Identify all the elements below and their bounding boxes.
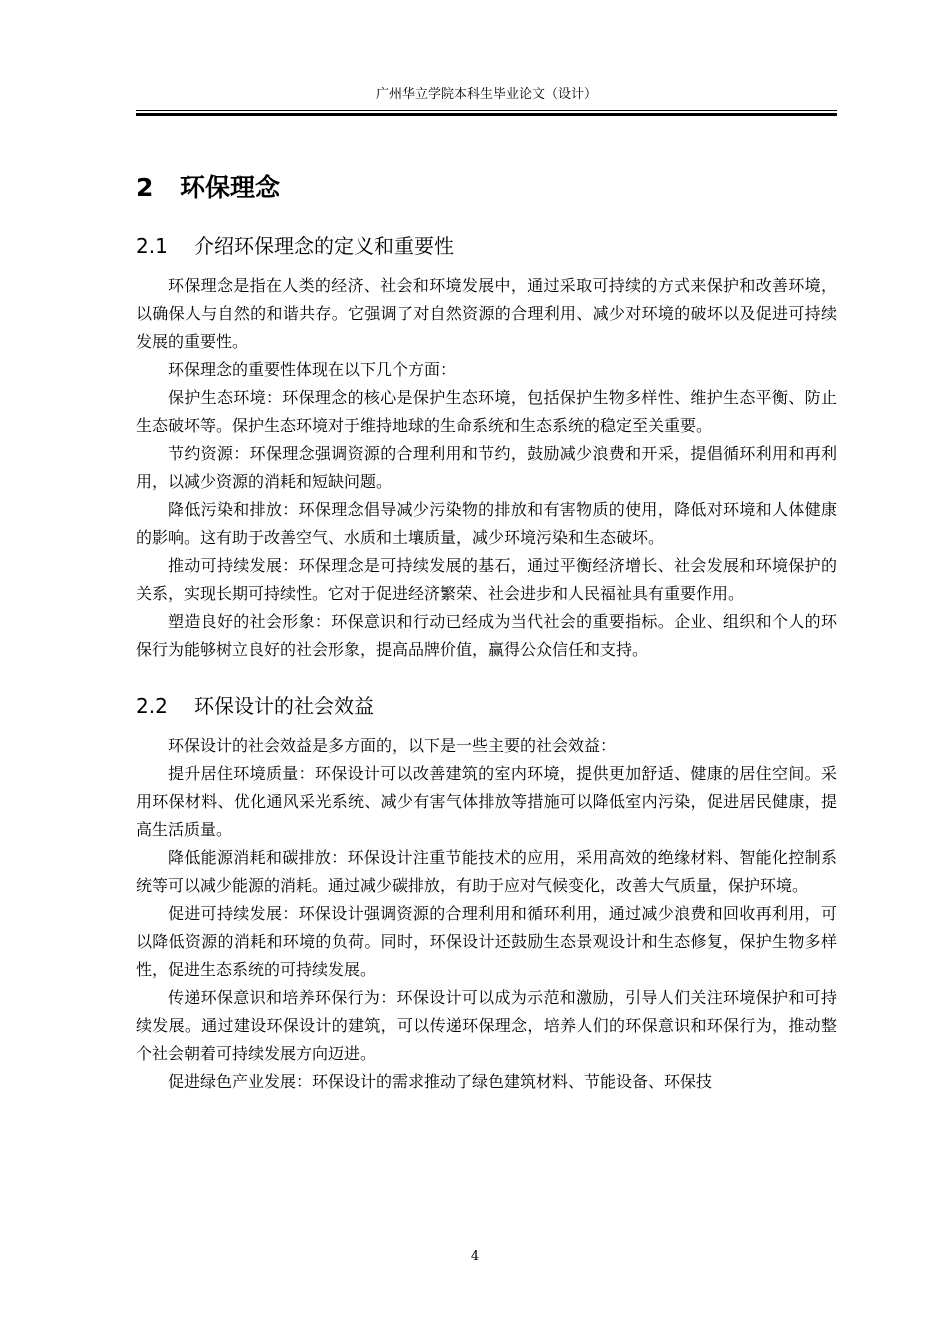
section-title: 环保设计的社会效益: [194, 694, 374, 718]
page-content: [136, 160, 837, 1096]
page-header: 广州华立学院本科生毕业论文（设计）: [375, 87, 597, 102]
section-number: 2.2: [136, 694, 168, 718]
paragraph: 推动可持续发展：环保理念是可持续发展的基石，通过平衡经济增长、社会发展和环境保护的关系，实现长期可持续性。它对于促进经济繁荣、社会进步和人民福祉具有重要作用。: [136, 556, 837, 603]
chapter-number: 2: [136, 173, 154, 202]
paragraph: 促进绿色产业发展：环保设计的需求推动了绿色建筑材料、节能设备、环保技: [168, 1072, 713, 1091]
paragraph: 环保理念是指在人类的经济、社会和环境发展中，通过采取可持续的方式来保护和改善环境，以确保人与自然的和谐共存。它强调了对自然资源的合理利用、减少对环境的破坏以及促进可持续发展的重要性。: [136, 276, 837, 351]
page-number: 4: [470, 1249, 480, 1264]
paragraph: 节约资源：环保理念强调资源的合理利用和节约，鼓励减少浪费和开采，提倡循环利用和再利用，以减少资源的消耗和短缺问题。: [136, 444, 837, 491]
paragraph: 促进可持续发展：环保设计强调资源的合理利用和循环利用，通过减少浪费和回收再利用，可以降低资源的消耗和环境的负荷。同时，环保设计还鼓励生态景观设计和生态修复，保护生物多样性，促进生态系统的可持续发展。: [136, 904, 837, 979]
paragraph: 保护生态环境：环保理念的核心是保护生态环境，包括保护生物多样性、维护生态平衡、防止生态破坏等。保护生态环境对于维持地球的生命系统和生态系统的稳定至关重要。: [136, 388, 837, 435]
section-heading: [136, 232, 837, 260]
paragraph: 降低能源消耗和碳排放：环保设计注重节能技术的应用，采用高效的绝缘材料、智能化控制系统等可以减少能源的消耗。通过减少碳排放，有助于应对气候变化，改善大气质量，保护环境。: [136, 848, 837, 895]
paragraph: 降低污染和排放：环保理念倡导减少污染物的排放和有害物质的使用，降低对环境和人体健康的影响。这有助于改善空气、水质和土壤质量，减少环境污染和生态破坏。: [136, 500, 837, 547]
section-title: 介绍环保理念的定义和重要性: [194, 234, 454, 258]
paragraph: 塑造良好的社会形象：环保意识和行动已经成为当代社会的重要指标。企业、组织和个人的环保行为能够树立良好的社会形象，提高品牌价值，赢得公众信任和支持。: [136, 612, 837, 659]
paragraph: 传递环保意识和培养环保行为：环保设计可以成为示范和激励，引导人们关注环境保护和可持续发展。通过建设环保设计的建筑，可以传递环保理念，培养人们的环保意识和环保行为，推动整个社会朝着可持续发展方向迈进。: [136, 988, 837, 1063]
chapter-title: 环保理念: [180, 173, 281, 202]
section-number: 2.1: [136, 234, 168, 258]
paragraph: 提升居住环境质量：环保设计可以改善建筑的室内环境，提供更加舒适、健康的居住空间。采用环保材料、优化通风采光系统、减少有害气体排放等措施可以降低室内污染，促进居民健康，提高生活质量。: [136, 764, 837, 839]
section-heading: [136, 692, 837, 720]
chapter-heading: [136, 172, 837, 204]
paragraph: 环保设计的社会效益是多方面的，以下是一些主要的社会效益：: [168, 736, 617, 755]
header-rule: [136, 110, 837, 116]
paragraph: 环保理念的重要性体现在以下几个方面：: [168, 360, 457, 379]
